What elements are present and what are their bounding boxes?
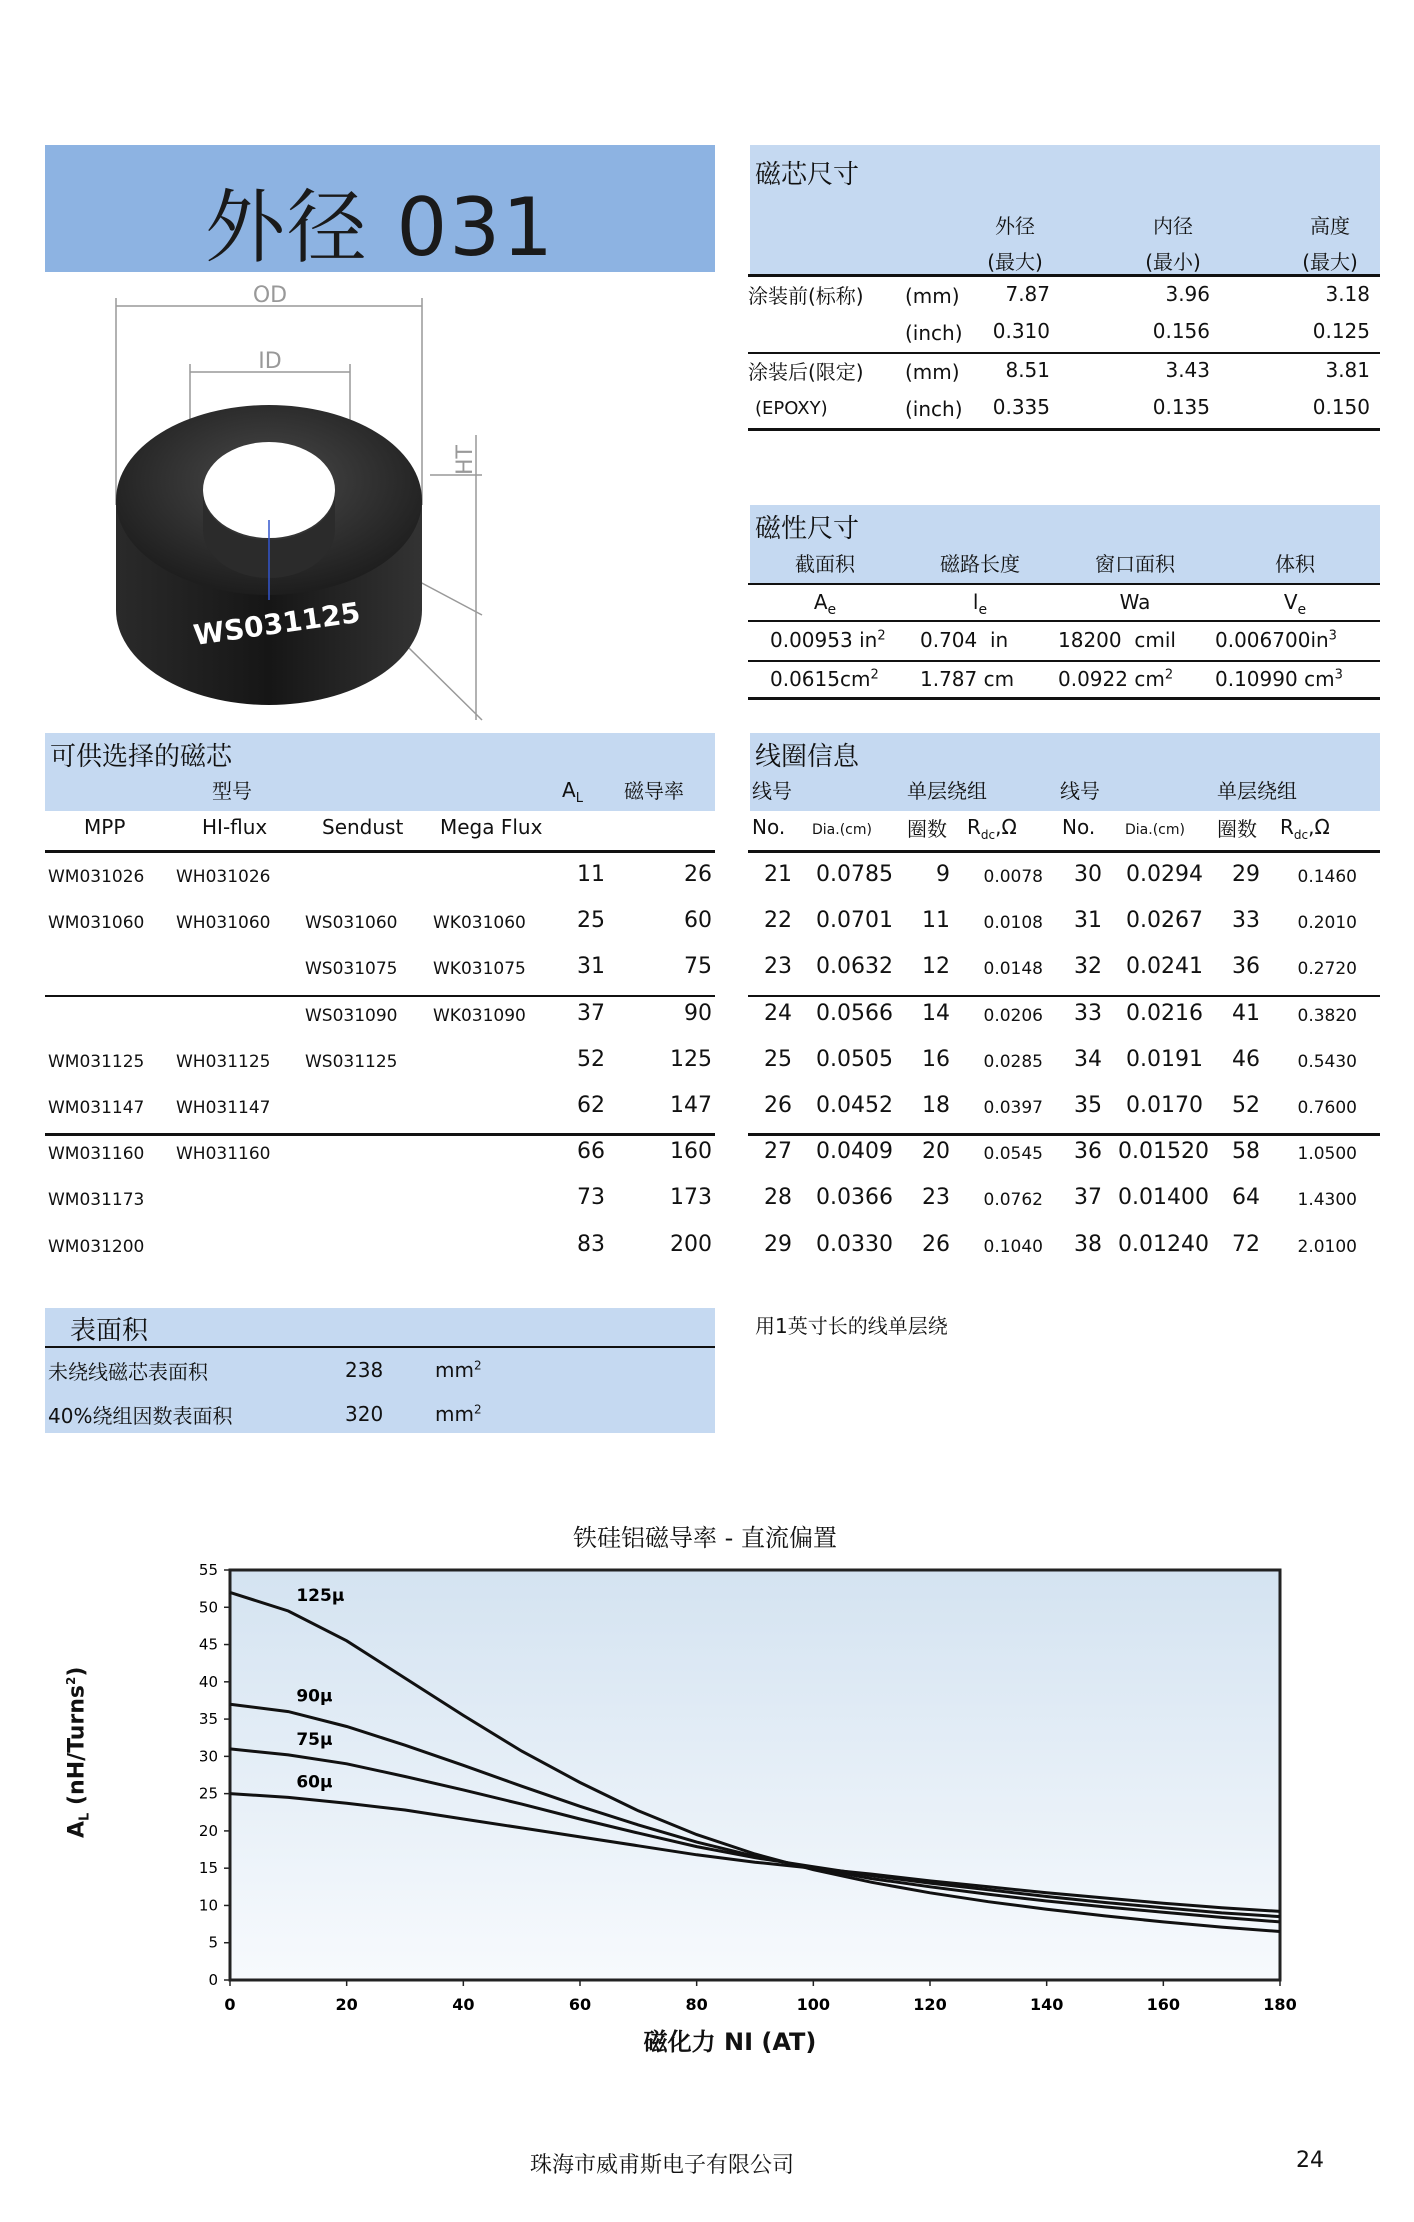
rule	[748, 660, 1380, 662]
winding-cell: 9	[936, 862, 950, 887]
winding-cell: 31	[1074, 908, 1102, 934]
winding-cell: 33	[1074, 1000, 1102, 1026]
winding-cell: 0.0366	[816, 1185, 893, 1211]
y-tick-label: 10	[198, 1896, 218, 1915]
x-tick-label: 120	[913, 1995, 947, 2014]
winding-cell: 0.0294	[1126, 862, 1203, 887]
cores-cell: WM031125	[48, 1051, 145, 1072]
winding-cell: 41	[1232, 1000, 1260, 1026]
winding-header: 线圈信息	[755, 742, 860, 772]
winding-cell: 64	[1232, 1185, 1260, 1211]
surface-unit: $mm^2$	[435, 1358, 482, 1382]
row-label: 涂装前(标称)	[748, 284, 864, 308]
mag-cell: 0.0922 $cm^2$	[1058, 667, 1174, 691]
winding-cell: 29	[764, 1231, 792, 1257]
surface-value: 320	[345, 1402, 384, 1426]
x-tick-label: 140	[1029, 1995, 1064, 2014]
winding-cell: 2.0100	[1297, 1236, 1357, 1257]
cores-cell: WS031090	[305, 1005, 398, 1026]
winding-cell: 23	[922, 1185, 950, 1211]
winding-cell: 36	[1232, 954, 1260, 980]
winding-cell: 34	[1074, 1046, 1102, 1072]
rule	[45, 1133, 715, 1136]
wire-no-label-2: 线号	[1060, 779, 1100, 803]
col-ht-sub: (最大)	[1302, 250, 1358, 274]
winding-cell: 0.0108	[983, 913, 1043, 934]
cores-cell: WM031173	[48, 1190, 145, 1211]
model-label: 型号	[212, 779, 252, 803]
core-marking: WS031125	[191, 595, 363, 652]
col-od: 外径	[995, 214, 1035, 238]
mag-cell: 0.704 in	[920, 628, 1009, 652]
series-label: 90μ	[296, 1686, 333, 1707]
col-ae: 截面积	[795, 552, 855, 576]
winding-cell: 0.0566	[816, 1000, 893, 1026]
chart	[140, 1555, 1310, 2075]
al-value: 25	[577, 908, 605, 934]
mag-cell: 18200 cmil	[1058, 628, 1176, 652]
x-tick-label: 60	[568, 1995, 592, 2014]
mag-dims-header: 磁性尺寸	[755, 514, 860, 544]
rule	[748, 352, 1380, 354]
winding-cell: 0.0267	[1126, 908, 1203, 934]
winding-cell: 1.0500	[1297, 1144, 1357, 1165]
winding-cell: 0.01520	[1118, 1139, 1209, 1165]
x-tick-label: 100	[796, 1995, 831, 2014]
winding-cell: 0.0701	[816, 908, 893, 934]
x-tick-label: 160	[1146, 1995, 1181, 2014]
cores-cell: WH031160	[176, 1144, 271, 1165]
cell: 3.96	[1165, 282, 1210, 306]
sym-ae: $A_e$	[813, 590, 837, 618]
y-tick-label: 30	[198, 1747, 218, 1766]
cell: 0.310	[992, 319, 1050, 343]
rule	[45, 995, 715, 997]
core-dims-header: 磁芯尺寸	[755, 160, 860, 190]
rule	[748, 583, 1380, 585]
row-unit: (mm)	[905, 360, 960, 384]
sub-turns: 圈数	[907, 817, 947, 841]
col-id-sub: (最小)	[1145, 250, 1201, 274]
winding-cell: 0.0785	[816, 862, 893, 887]
sub-rdc-2: $R_{dc},\Omega$	[1280, 815, 1330, 842]
rule	[748, 995, 1380, 997]
al-value: 83	[577, 1231, 605, 1257]
wire-no-label: 线号	[752, 779, 792, 803]
row-label: (EPOXY)	[755, 398, 828, 419]
surface-label: 未绕线磁芯表面积	[48, 1360, 208, 1384]
sub-dia: Dia.(cm)	[812, 822, 872, 838]
winding-cell: 0.2010	[1297, 913, 1357, 934]
series-label: 125μ	[296, 1586, 345, 1606]
mag-cell: $0.006700in^3$	[1215, 628, 1337, 652]
cores-cell: WM031200	[48, 1236, 145, 1257]
cores-cell: WM031160	[48, 1144, 145, 1165]
rule	[45, 850, 715, 853]
col-ht: 高度	[1310, 214, 1350, 238]
perm-value: 173	[670, 1185, 712, 1211]
al-value: 62	[577, 1093, 605, 1118]
winding-cell: 0.0206	[983, 1005, 1043, 1026]
y-tick-label: 5	[208, 1933, 218, 1952]
winding-cell: 12	[922, 954, 950, 980]
cores-cell: WS031060	[305, 913, 398, 934]
cell: 3.81	[1325, 358, 1370, 382]
winding-cell: 30	[1074, 862, 1102, 887]
winding-cell: 0.0241	[1126, 954, 1203, 980]
col-mpp: MPP	[84, 815, 126, 839]
col-megaflux: Mega Flux	[440, 815, 543, 839]
perm-value: 60	[684, 908, 712, 934]
rule	[748, 697, 1380, 700]
winding-cell: 11	[922, 908, 950, 934]
winding-cell: 28	[764, 1185, 792, 1211]
x-tick-label: 40	[452, 1995, 475, 2014]
winding-cell: 0.0078	[983, 867, 1043, 887]
perm-label: 磁导率	[624, 779, 684, 803]
winding-cell: 0.0409	[816, 1139, 893, 1165]
winding-cell: 0.0505	[816, 1046, 893, 1072]
al-label: $A_L$	[562, 778, 583, 806]
chart-xlabel: 磁化力 NI (AT)	[643, 2028, 817, 2056]
winding-cell: 25	[764, 1046, 792, 1072]
perm-value: 147	[670, 1093, 712, 1118]
surface-header: 表面积	[70, 1316, 149, 1346]
winding-cell: 0.0285	[983, 1051, 1043, 1072]
cores-cell: WK031075	[433, 959, 526, 980]
y-tick-label: 55	[198, 1561, 218, 1579]
winding-cell: 26	[764, 1093, 792, 1118]
id-label: ID	[258, 349, 282, 374]
row-unit: (mm)	[905, 284, 960, 308]
ht-label: HT	[453, 445, 478, 475]
mag-cell: $0.0615cm^2$	[770, 667, 879, 691]
chart-title: 铁硅铝磁导率 - 直流偏置	[573, 1524, 837, 1552]
perm-value: 75	[684, 954, 712, 980]
winding-cell: 26	[922, 1231, 950, 1257]
winding-cell: 0.0397	[983, 1098, 1043, 1118]
winding-cell: 0.2720	[1297, 959, 1357, 980]
surface-unit: $mm^2$	[435, 1402, 482, 1426]
sym-le: $l_e$	[972, 590, 988, 618]
single-layer-label: 单层绕组	[907, 779, 987, 803]
winding-cell: 0.5430	[1297, 1051, 1357, 1072]
col-id: 内径	[1153, 214, 1193, 238]
perm-value: 200	[670, 1231, 712, 1257]
rule	[45, 1346, 715, 1348]
winding-cell: 20	[922, 1139, 950, 1165]
cores-header: 可供选择的磁芯	[50, 742, 233, 772]
winding-cell: 0.01400	[1118, 1185, 1209, 1211]
winding-cell: 58	[1232, 1139, 1260, 1165]
winding-note: 用1英寸长的线单层绕	[755, 1314, 948, 1338]
winding-cell: 0.3820	[1297, 1005, 1357, 1026]
cores-cell: WK031090	[433, 1005, 526, 1026]
winding-cell: 0.0545	[983, 1144, 1043, 1165]
winding-cell: 46	[1232, 1046, 1260, 1072]
winding-cell: 22	[764, 908, 792, 934]
y-tick-label: 25	[198, 1784, 218, 1803]
al-value: 37	[577, 1000, 605, 1026]
al-value: 11	[577, 862, 605, 887]
footer-company: 珠海市威甫斯电子有限公司	[530, 2153, 795, 2178]
perm-value: 26	[684, 862, 712, 887]
winding-cell: 72	[1232, 1231, 1260, 1257]
page-title: 外径 031	[204, 181, 556, 274]
x-tick-label: 80	[685, 1995, 708, 2014]
winding-cell: 0.0148	[983, 959, 1043, 980]
winding-cell: 0.0216	[1126, 1000, 1203, 1026]
cores-cell: WH031026	[176, 867, 271, 887]
cell: 0.335	[992, 395, 1050, 419]
winding-cell: 23	[764, 954, 792, 980]
col-sendust: Sendust	[322, 815, 404, 839]
winding-cell: 0.01240	[1118, 1231, 1209, 1257]
surface-value: 238	[345, 1358, 384, 1382]
single-layer-label-2: 单层绕组	[1217, 779, 1297, 803]
al-value: 66	[577, 1139, 605, 1165]
chart-ylabel: $A_L$ (nH/Turns$^2$)	[64, 1666, 93, 1838]
sub-no: No.	[752, 815, 786, 839]
winding-cell: 0.0330	[816, 1231, 893, 1257]
series-label: 75μ	[296, 1729, 333, 1750]
winding-cell: 0.0170	[1126, 1093, 1203, 1118]
winding-cell: 0.1040	[983, 1236, 1043, 1257]
cores-cell: WM031026	[48, 867, 145, 887]
y-tick-label: 15	[198, 1859, 218, 1878]
cores-cell: WH031125	[176, 1051, 271, 1072]
col-le: 磁路长度	[940, 552, 1020, 576]
winding-cell: 0.0191	[1126, 1046, 1203, 1072]
x-tick-label: 20	[335, 1995, 358, 2014]
cell: 0.125	[1312, 319, 1370, 343]
od-label: OD	[252, 283, 288, 308]
col-hiflux: HI-flux	[202, 815, 268, 839]
row-unit: (inch)	[905, 321, 963, 345]
cores-cell: WH031060	[176, 913, 271, 934]
y-tick-label: 40	[198, 1672, 218, 1691]
perm-value: 160	[670, 1139, 712, 1165]
cell: 8.51	[1005, 358, 1050, 382]
y-tick-label: 20	[198, 1821, 218, 1840]
sub-dia-2: Dia.(cm)	[1125, 822, 1185, 838]
y-tick-label: 50	[198, 1598, 218, 1617]
winding-cell: 21	[764, 862, 792, 887]
cores-cell: WM031147	[48, 1098, 145, 1118]
cell: 0.150	[1312, 395, 1370, 419]
cores-cell: WS031125	[305, 1051, 398, 1072]
col-wa: 窗口面积	[1095, 552, 1175, 576]
winding-cell: 33	[1232, 908, 1260, 934]
cell: 0.156	[1152, 319, 1210, 343]
mag-cell: 0.10990 $cm^3$	[1215, 667, 1343, 691]
al-value: 52	[577, 1046, 605, 1072]
winding-cell: 36	[1074, 1139, 1102, 1165]
winding-cell: 37	[1074, 1185, 1102, 1211]
y-tick-label: 0	[208, 1971, 218, 1989]
rule	[748, 620, 1380, 622]
rule	[748, 274, 1380, 277]
surface-label: 40%绕组因数表面积	[48, 1404, 233, 1428]
cores-cell: WK031060	[433, 913, 526, 934]
rule	[748, 428, 1380, 431]
mag-cell: 1.787 cm	[920, 667, 1015, 691]
winding-cell: 0.0632	[816, 954, 893, 980]
row-label: 涂装后(限定)	[748, 360, 864, 384]
x-tick-label: 0	[224, 1995, 236, 2014]
rule	[748, 850, 1380, 853]
winding-cell: 14	[922, 1000, 950, 1026]
mag-cell: 0.00953 $in^2$	[770, 628, 886, 652]
cell: 3.43	[1165, 358, 1210, 382]
winding-cell: 16	[922, 1046, 950, 1072]
cores-cell: WS031075	[305, 959, 398, 980]
winding-cell: 24	[764, 1000, 792, 1026]
toroid-drawing	[100, 280, 520, 730]
winding-cell: 1.4300	[1297, 1190, 1357, 1211]
col-od-sub: (最大)	[987, 250, 1043, 274]
perm-value: 125	[670, 1046, 712, 1072]
cell: 7.87	[1005, 282, 1050, 306]
winding-cell: 0.7600	[1297, 1098, 1357, 1118]
winding-cell: 35	[1074, 1093, 1102, 1118]
rule	[748, 1133, 1380, 1136]
winding-cell: 32	[1074, 954, 1102, 980]
cell: 0.135	[1152, 395, 1210, 419]
cores-cell: WM031060	[48, 913, 145, 934]
cores-cell: WH031147	[176, 1098, 271, 1118]
sub-rdc: $R_{dc},\Omega$	[967, 815, 1017, 842]
winding-cell: 27	[764, 1139, 792, 1165]
sym-ve: $V_e$	[1283, 590, 1307, 618]
col-ve: 体积	[1275, 552, 1315, 576]
winding-cell: 0.0762	[983, 1190, 1043, 1211]
winding-cell: 0.1460	[1297, 867, 1357, 887]
y-tick-label: 35	[198, 1710, 218, 1729]
winding-cell: 0.0452	[816, 1093, 893, 1118]
winding-cell: 38	[1074, 1231, 1102, 1257]
winding-cell: 29	[1232, 862, 1260, 887]
sym-wa: Wa	[1119, 590, 1151, 614]
title-banner	[45, 145, 715, 272]
x-tick-label: 180	[1263, 1995, 1297, 2014]
sub-turns-2: 圈数	[1217, 817, 1257, 841]
perm-value: 90	[684, 1000, 712, 1026]
row-unit: (inch)	[905, 397, 963, 421]
sub-no-2: No.	[1062, 815, 1096, 839]
al-value: 31	[577, 954, 605, 980]
series-label: 60μ	[296, 1772, 333, 1793]
winding-cell: 52	[1232, 1093, 1260, 1118]
y-tick-label: 45	[198, 1635, 218, 1654]
winding-cell: 18	[922, 1093, 950, 1118]
page-number: 24	[1296, 2148, 1324, 2173]
cell: 3.18	[1325, 282, 1370, 306]
al-value: 73	[577, 1185, 605, 1211]
